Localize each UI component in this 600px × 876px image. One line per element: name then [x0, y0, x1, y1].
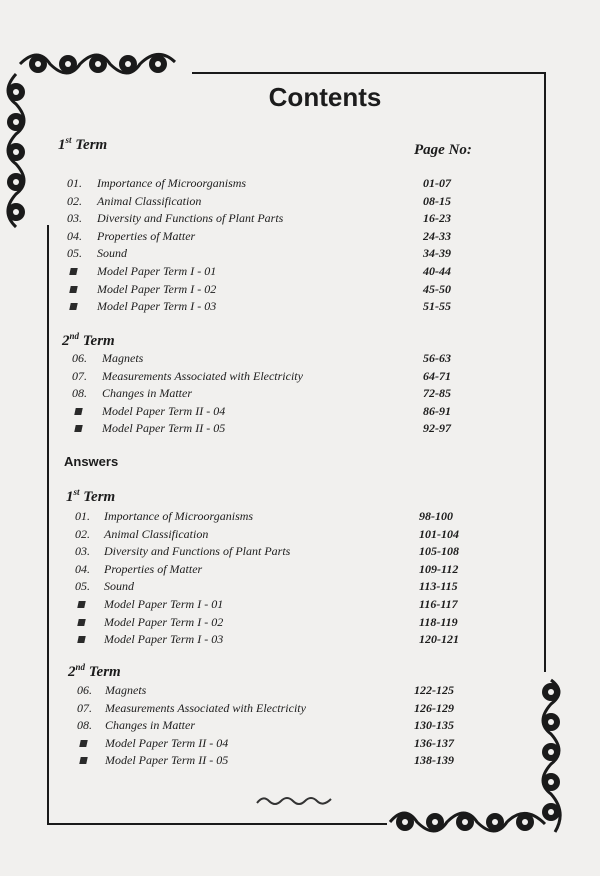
entry-page-range: 105-108 [419, 544, 459, 559]
entry-page-range: 113-115 [419, 579, 458, 594]
square-bullet-icon [69, 303, 77, 310]
entry-number: 06. [72, 351, 87, 365]
entry-number: 02. [75, 526, 90, 541]
square-bullet-icon [79, 757, 87, 764]
toc-entry-row [67, 228, 493, 245]
entry-page-range: 64-71 [423, 368, 451, 383]
entry-title: Diversity and Functions of Plant Parts [97, 211, 284, 226]
toc-entry-row [67, 245, 493, 262]
entry-page-range: 56-63 [423, 351, 451, 365]
square-bullet-icon [69, 268, 77, 275]
term-word: Term [82, 333, 115, 349]
entry-page-range: 92-97 [423, 421, 451, 436]
entry-page-range: 45-50 [423, 281, 451, 296]
toc-entry-row [75, 631, 489, 648]
entry-title: Measurements Associated with Electricity [102, 368, 303, 383]
entry-title: Importance of Microorganisms [104, 509, 254, 523]
entry-page-range: 72-85 [423, 386, 451, 401]
entry-page-range: 86-91 [423, 403, 451, 418]
square-bullet-icon [77, 619, 85, 626]
entry-title: Model Paper Term II - 04 [105, 735, 229, 750]
contents-term2-heading [62, 331, 115, 350]
toc-entry-row [77, 682, 484, 699]
square-bullet-icon [74, 425, 82, 432]
toc-entry-row [72, 420, 493, 437]
entry-title: Magnets [105, 683, 147, 697]
entry-number: 03. [75, 544, 90, 559]
contents-term1-heading [58, 135, 107, 154]
entry-page-range: 130-135 [414, 718, 454, 732]
entry-title: Diversity and Functions of Plant Parts [104, 544, 291, 559]
term-ordinal: st [65, 135, 72, 145]
entry-number: 04. [67, 228, 82, 243]
entry-page-range: 116-117 [419, 597, 458, 611]
square-bullet-icon [77, 636, 85, 643]
entry-page-range: 136-137 [414, 735, 454, 750]
entry-number: 05. [75, 579, 90, 594]
term-number: 2 [68, 664, 76, 680]
entry-title: Model Paper Term I - 02 [97, 281, 217, 296]
square-bullet-icon [79, 740, 87, 747]
square-bullet-icon [69, 286, 77, 293]
entry-number: 01. [67, 176, 82, 190]
entry-title: Model Paper Term I - 02 [104, 614, 224, 629]
term-word: Term [83, 489, 116, 505]
entry-title: Model Paper Term II - 04 [102, 403, 226, 418]
entry-page-range: 118-119 [419, 614, 458, 629]
entry-page-range: 24-33 [423, 228, 451, 243]
entry-title: Model Paper Term I - 01 [104, 597, 224, 611]
entry-page-range: 40-44 [423, 264, 451, 278]
toc-entry-row [67, 281, 493, 298]
toc-entry-row [67, 298, 493, 315]
toc-entry-row [77, 735, 484, 752]
entry-title: Changes in Matter [105, 718, 195, 732]
term-word: Term [75, 137, 108, 153]
entry-number: 05. [67, 246, 82, 261]
entry-title: Properties of Matter [97, 228, 196, 243]
entry-page-range: 34-39 [423, 246, 451, 261]
toc-entry-row [67, 263, 493, 280]
entry-title: Animal Classification [104, 526, 209, 541]
toc-entry-row [72, 403, 493, 420]
page-no-heading: Page No: [414, 142, 472, 158]
entry-number: 01. [75, 509, 90, 523]
toc-entry-row [67, 210, 493, 227]
answers-heading: Answers [64, 454, 119, 469]
term-ordinal: st [73, 487, 80, 497]
square-bullet-icon [77, 601, 85, 608]
entry-number: 07. [72, 368, 87, 383]
toc-entry-row [67, 193, 493, 210]
entry-number: 04. [75, 561, 90, 576]
entry-number: 08. [72, 386, 87, 401]
bottom-divider-ornament [255, 795, 335, 807]
toc-entry-row [75, 614, 489, 631]
entry-title: Animal Classification [97, 193, 202, 208]
entry-number: 03. [67, 211, 82, 226]
term-ordinal: nd [69, 331, 80, 341]
entry-page-range: 08-15 [423, 193, 451, 208]
frame-bottom-line [47, 823, 387, 825]
entry-title: Model Paper Term I - 03 [104, 632, 224, 647]
answers-term2-heading [68, 662, 121, 681]
entry-title: Sound [97, 246, 127, 261]
answers-term1-heading [66, 487, 115, 506]
entry-number: 02. [67, 193, 82, 208]
entry-page-range: 126-129 [414, 700, 454, 715]
toc-entry-row [72, 385, 493, 402]
entry-title: Importance of Microorganisms [97, 176, 247, 190]
entry-title: Model Paper Term II - 05 [105, 753, 229, 767]
square-bullet-icon [74, 408, 82, 415]
frame-left-line [47, 225, 49, 825]
toc-entry-row [75, 508, 489, 525]
term-number: 1 [58, 137, 66, 153]
entry-number: 08. [77, 718, 92, 732]
term-number: 2 [62, 333, 70, 349]
entry-title: Properties of Matter [104, 561, 203, 576]
entry-number: 06. [77, 683, 92, 697]
entry-page-range: 120-121 [419, 632, 459, 647]
entry-page-range: 51-55 [423, 299, 451, 314]
entry-page-range: 101-104 [419, 526, 459, 541]
toc-entry-row [72, 350, 493, 367]
toc-entry-row [75, 578, 489, 595]
entry-page-range: 138-139 [414, 753, 454, 767]
entry-number: 07. [77, 700, 92, 715]
entry-title: Measurements Associated with Electricity [105, 700, 306, 715]
toc-entry-row [75, 596, 489, 613]
toc-entry-row [77, 700, 484, 717]
page-title: Contents [268, 82, 382, 112]
toc-entry-row [77, 752, 484, 769]
entry-page-range: 109-112 [419, 561, 459, 576]
toc-entry-row [75, 543, 489, 560]
toc-entry-row [67, 175, 493, 192]
entry-title: Changes in Matter [102, 386, 192, 401]
entry-title: Model Paper Term I - 01 [97, 264, 217, 278]
toc-entry-row [72, 368, 493, 385]
term-number: 1 [66, 489, 74, 505]
entry-title: Model Paper Term II - 05 [102, 421, 226, 436]
entry-title: Model Paper Term I - 03 [97, 299, 217, 314]
toc-entry-row [75, 561, 489, 578]
frame-right-line [544, 72, 546, 672]
entry-title: Sound [104, 579, 134, 594]
entry-page-range: 16-23 [423, 211, 451, 226]
entry-page-range: 98-100 [419, 509, 453, 523]
toc-entry-row [77, 717, 484, 734]
toc-entry-row [75, 526, 489, 543]
term-ordinal: nd [75, 662, 86, 672]
entry-page-range: 122-125 [414, 683, 454, 697]
entry-title: Magnets [102, 351, 144, 365]
frame-top-line [192, 72, 546, 74]
entry-page-range: 01-07 [423, 176, 451, 190]
term-word: Term [88, 664, 121, 680]
